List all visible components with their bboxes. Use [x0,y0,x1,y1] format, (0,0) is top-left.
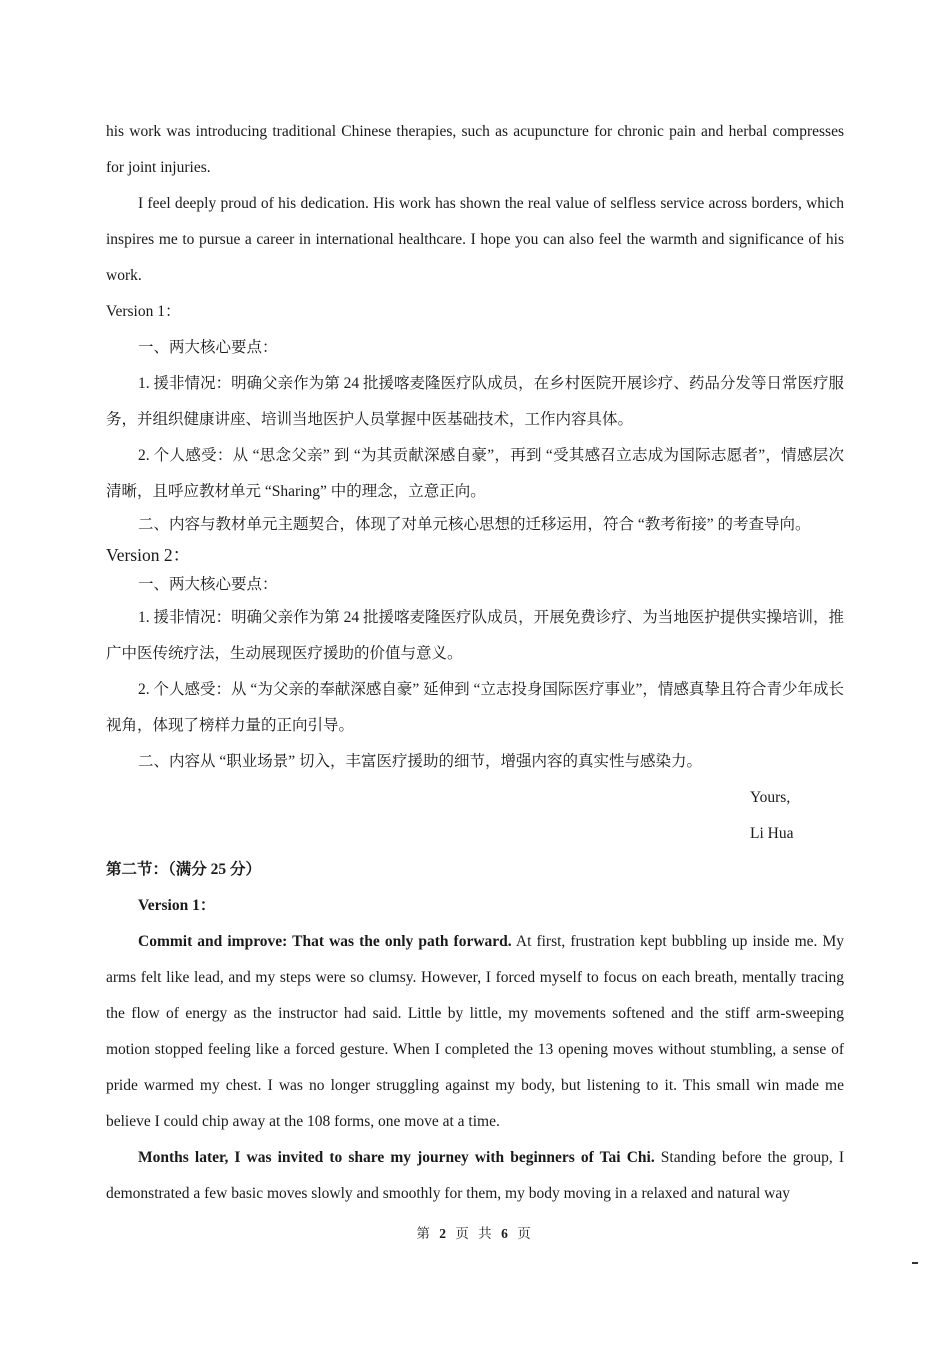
closing-name: Li Hua [750,825,794,842]
footer-page-number: 2 [439,1226,449,1241]
lead-sentence: Months later, I was invited to share my journey with beginners of Tai Chi. [138,1149,655,1166]
footer-prefix: 第 [416,1226,433,1241]
list-item: 2. 个人感受：从 “思念父亲” 到 “为其贡献深感自豪”，再到 “受其感召立志成为国际志愿者”，情感层次清晰，且呼应教材单元 “Sharing” 中的理念，立意正向。 [106,447,844,500]
section-heading: 一、两大核心要点： [138,576,278,593]
paragraph [106,924,844,1140]
document-body [106,114,844,1212]
body-text: Standing before the group, I demonstrated a few basic moves slowly and smoothly for them, my body moving in a relaxed and natural way [106,1149,844,1202]
section-heading: 一、两大核心要点： [138,339,278,356]
section-title: 第二节：（满分 25 分） [106,861,262,878]
list-item: 1. 援非情况：明确父亲作为第 24 批援喀麦隆医疗队成员，开展免费诊疗、为当地医护提供实操培训，推广中医传统疗法，生动展现医疗援助的价值与意义。 [106,609,844,662]
list-item: 2. 个人感受：从 “为父亲的奉献深感自豪” 延伸到 “立志投身国际医疗事业”，情感真挚且符合青少年成长视角，体现了榜样力量的正向引导。 [106,681,844,734]
lead-sentence: Commit and improve: That was the only path forward. [138,933,512,950]
section-heading: 二、内容与教材单元主题契合，体现了对单元核心思想的迁移运用，符合 “教考衔接” 的考查导向。 [138,516,811,533]
list-item: 1. 援非情况：明确父亲作为第 24 批援喀麦隆医疗队成员，在乡村医院开展诊疗、药品分发等日常医疗服务，并组织健康讲座、培训当地医护人员掌握中医基础技术，工作内容具体。 [106,375,844,428]
version-label: Version 1： [138,897,216,914]
closing-yours: Yours, [750,789,791,806]
paragraph: his work was introducing traditional Chinese therapies, such as acupuncture for chronic pain and herbal compresses for joint injuries. [106,123,844,176]
version-label: Version 2： [106,545,191,565]
paragraph: I feel deeply proud of his dedication. His work has shown the real value of selfless service across borders, which inspires me to pursue a career in international healthcare. I hope you can also feel the warmth and significance of his work. [106,195,844,284]
section-heading: 二、内容从 “职业场景” 切入，丰富医疗援助的细节，增强内容的真实性与感染力。 [138,753,703,770]
paragraph [106,1140,844,1212]
scan-mark [912,1262,918,1264]
footer-total-pages: 6 [501,1226,511,1241]
body-text: At first, frustration kept bubbling up inside me. My arms felt like lead, and my steps were so clumsy. However, I forced myself to focus on each breath, mentally tracing the flow of energy as the instructor had said. Little by little, my movements softened and the stiff arm-sweeping motion stopped feeling like a forced gesture. When I completed the 13 opening moves without stumbling, a sense of pride warmed my chest. I was no longer struggling against my body, but listening to it. This small win made me believe I could chip away at the 108 forms, one move at a time. [106,933,844,1130]
footer-suffix: 页 [517,1226,534,1241]
footer-mid: 页 共 [455,1226,495,1241]
version-label: Version 1： [106,303,181,320]
page-footer [0,1222,950,1242]
